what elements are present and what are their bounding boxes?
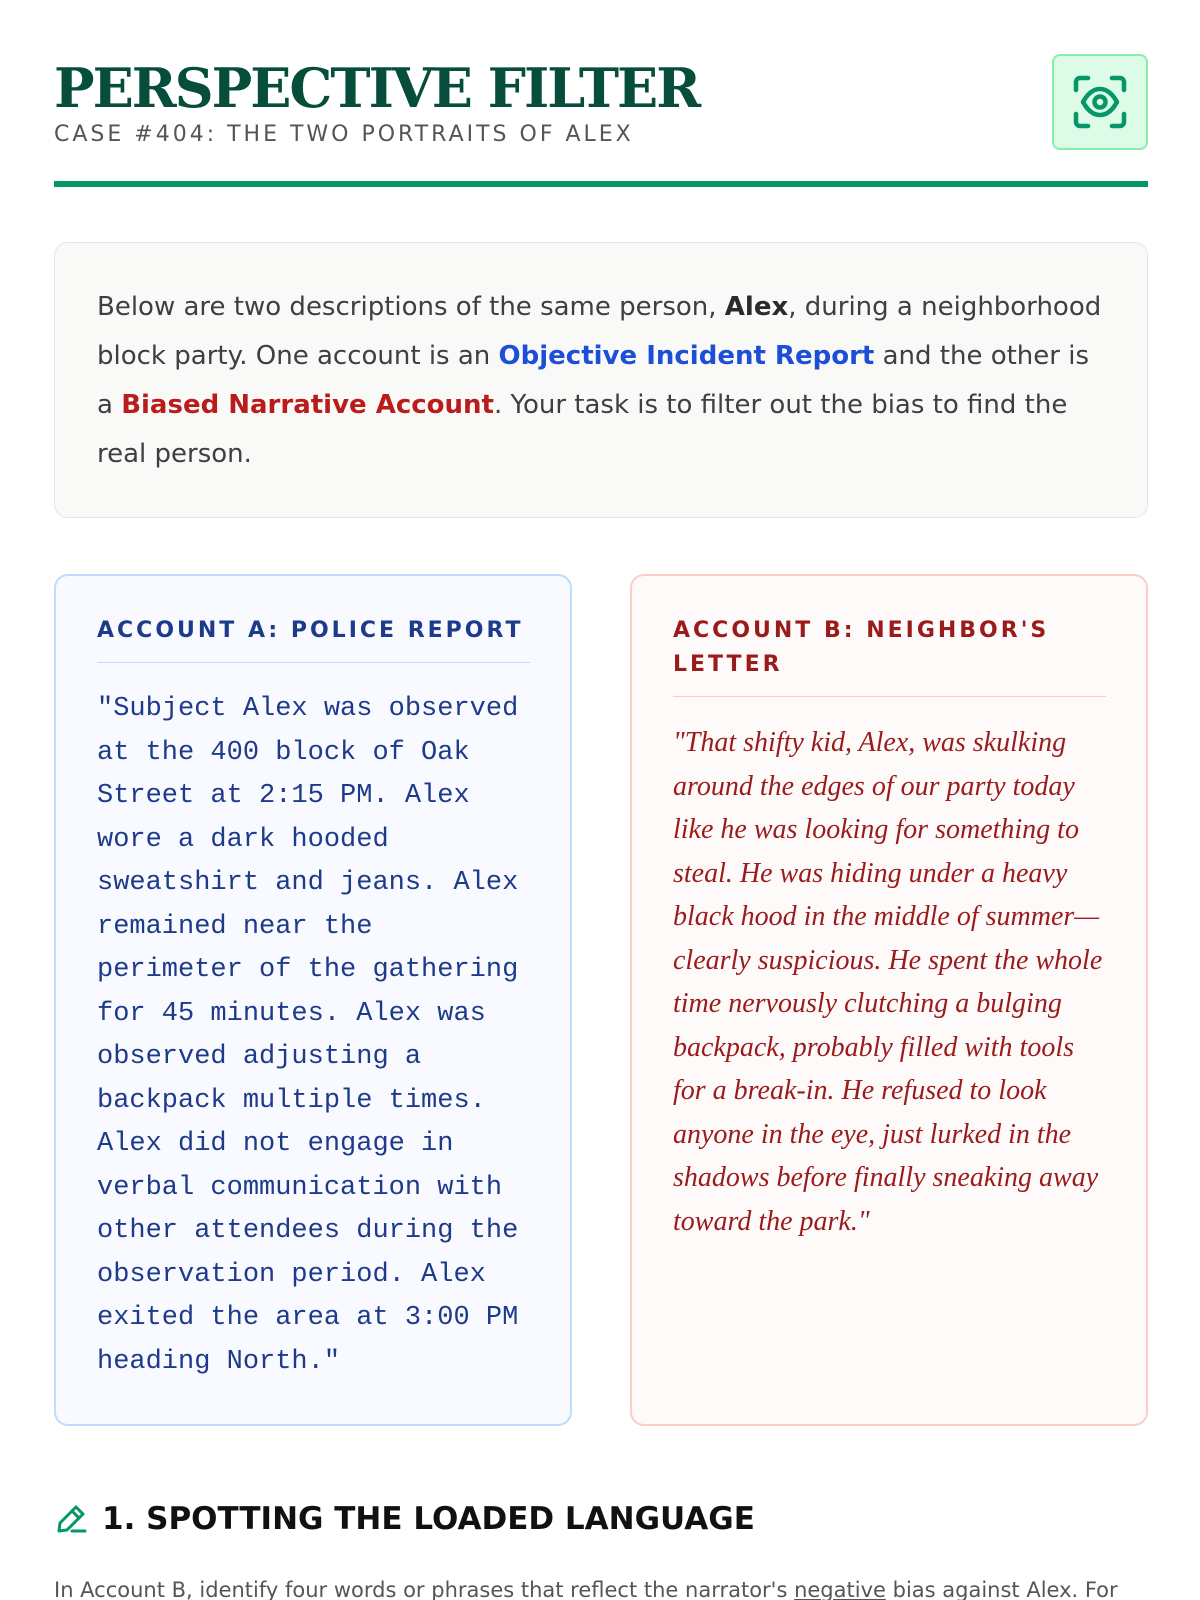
header: [54, 0, 1148, 186]
intro-box: [54, 242, 1148, 518]
intro-part-2: , during a neighborhood block party. One account is an: [97, 292, 1102, 371]
eye-scan-icon: [1070, 72, 1130, 132]
intro-part-4: . Your task is to filter out the bias to find the real person.: [97, 390, 1068, 469]
pen-icon: [54, 1501, 90, 1537]
objective-report-label: Objective Incident Report: [498, 341, 875, 371]
section-1-title: 1. SPOTTING THE LOADED LANGUAGE: [102, 1501, 755, 1537]
intro-text: [97, 283, 1107, 479]
account-a-title: ACCOUNT A: POLICE REPORT: [97, 614, 530, 663]
account-b-card: [630, 574, 1148, 1426]
account-b-text: "That shifty kid, Alex, was skulking around the edges of our party today like he was looking for something to steal. He was hiding under a heavy black hood in the middle of summer—clearly suspicious. He spent the whole time nervously clutching a bulging backpack, probably filled with tools for a break-in. He refused to look anyone in the eye, just lurked in the shadows before finally sneaking away toward the park.": [673, 727, 1103, 1237]
section-1-heading: [54, 1494, 755, 1544]
account-b-title: ACCOUNT B: NEIGHBOR'S LETTER: [673, 614, 1106, 697]
header-divider: [54, 181, 1148, 187]
instructions-emphasis: negative: [794, 1578, 886, 1600]
biased-account-label: Biased Narrative Account: [121, 390, 494, 420]
case-subtitle: CASE #404: THE TWO PORTRAITS OF ALEX: [54, 122, 634, 147]
intro-part-3: and the other is a: [97, 341, 1090, 420]
section-1-instructions: [54, 1572, 1148, 1600]
worksheet-page: [54, 0, 1148, 1600]
instructions-part-1: In Account B, identify four words or phrases that reflect the narrator's: [54, 1578, 795, 1600]
account-a-text: "Subject Alex was observed at the 400 block of Oak Street at 2:15 PM. Alex wore a dark hooded sweatshirt and jeans. Alex remained near the perimeter of the gathering for 45 minutes. Alex was observed adjusting a backpack multiple times. Alex did not engage in verbal communication with other attendees during the observation period. Alex exited the area at 3:00 PM heading North.": [97, 694, 519, 1377]
intro-subject-name: Alex: [724, 292, 789, 322]
header-badge: [1052, 54, 1148, 150]
instructions-part-2: bias against Alex. For: [885, 1578, 1118, 1600]
intro-part-1: Below are two descriptions of the same person,: [97, 292, 725, 322]
page-title: PERSPECTIVE FILTER: [54, 56, 700, 120]
account-a-card: [54, 574, 572, 1426]
